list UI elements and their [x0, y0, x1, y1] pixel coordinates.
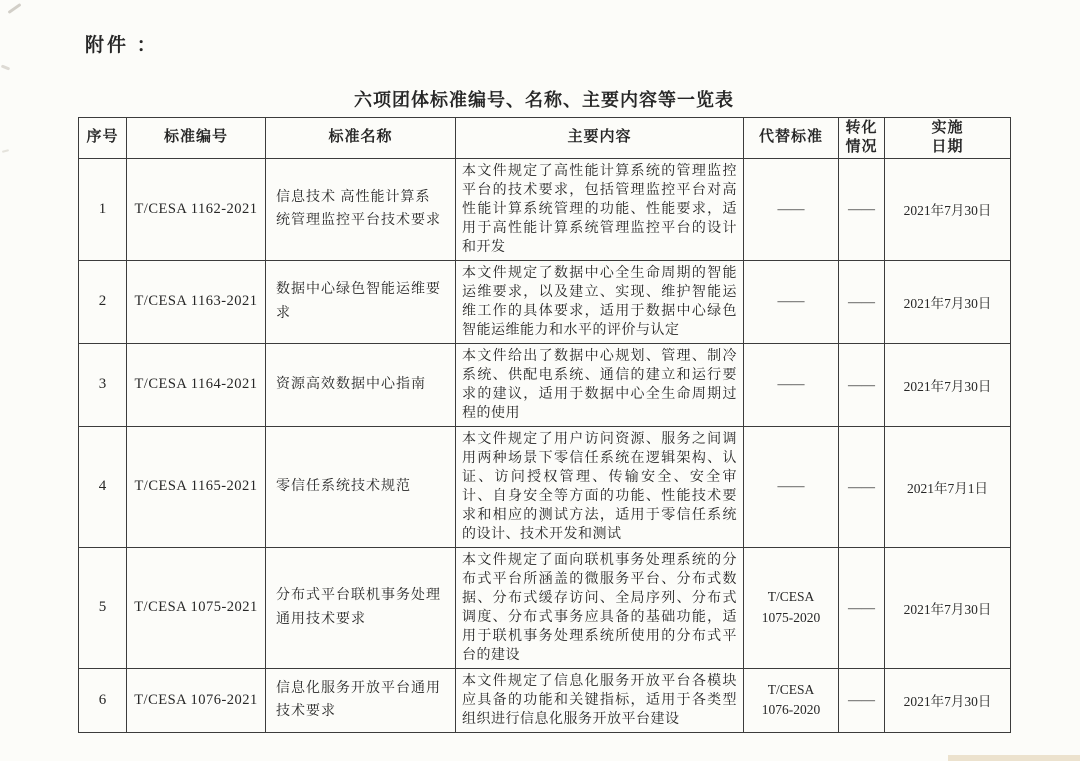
cell-no: 2: [79, 260, 127, 343]
col-header-no: 序号: [79, 118, 127, 159]
col-header-standard-name: 标准名称: [266, 118, 456, 159]
col-header-conversion-status: 转化 情况: [839, 118, 885, 159]
col-header-standard-code: 标准编号: [127, 118, 266, 159]
cell-standard-name: 数据中心绿色智能运维要求: [266, 260, 456, 343]
scan-edge-strip: [948, 755, 1080, 761]
cell-implementation-date: 2021年7月30日: [885, 260, 1011, 343]
cell-no: 4: [79, 426, 127, 547]
cell-standard-name: 信息技术 高性能计算系统管理监控平台技术要求: [266, 158, 456, 260]
scan-artifact-mark: [7, 3, 21, 14]
standards-table: [78, 117, 1011, 733]
cell-conversion-status: ——: [839, 668, 885, 732]
table-row: [79, 668, 1011, 732]
cell-conversion-status: ——: [839, 426, 885, 547]
table-row: [79, 343, 1011, 426]
cell-standard-code: T/CESA 1165-2021: [127, 426, 266, 547]
cell-main-content: 本文件规定了高性能计算系统的管理监控平台的技术要求，包括管理监控平台对高性能计算系统管理的功能、性能要求，适用于高性能计算系统管理监控平台的设计和开发: [456, 158, 744, 260]
cell-standard-name: 资源高效数据中心指南: [266, 343, 456, 426]
cell-main-content: 本文件规定了数据中心全生命周期的智能运维要求，以及建立、实现、维护智能运维工作的具体要求，适用于数据中心绿色智能运维能力和水平的评价与认定: [456, 260, 744, 343]
cell-implementation-date: 2021年7月30日: [885, 668, 1011, 732]
scan-artifact-mark: [2, 149, 9, 153]
cell-no: 1: [79, 158, 127, 260]
cell-no: 3: [79, 343, 127, 426]
cell-standard-code: T/CESA 1162-2021: [127, 158, 266, 260]
header-row: [79, 118, 1011, 159]
cell-standard-code: T/CESA 1076-2021: [127, 668, 266, 732]
cell-replaced-standard: ——: [744, 343, 839, 426]
cell-standard-code: T/CESA 1163-2021: [127, 260, 266, 343]
cell-replaced-standard: ——: [744, 426, 839, 547]
cell-main-content: 本文件规定了用户访问资源、服务之间调用两种场景下零信任系统在逻辑架构、认证、访问授权管理、传输安全、安全审计、自身安全等方面的功能、性能技术要求和相应的测试方法，适用于零信任系统的设计、技术开发和测试: [456, 426, 744, 547]
cell-standard-name: 分布式平台联机事务处理通用技术要求: [266, 547, 456, 668]
col-header-main-content: 主要内容: [456, 118, 744, 159]
cell-no: 5: [79, 547, 127, 668]
cell-main-content: 本文件给出了数据中心规划、管理、制冷系统、供配电系统、通信的建立和运行要求的建议，适用于数据中心全生命周期过程的使用: [456, 343, 744, 426]
scan-artifact-mark: [1, 64, 10, 70]
col-header-replaced-standard: 代替标准: [744, 118, 839, 159]
attachment-label: 附件 ：: [85, 35, 159, 56]
cell-conversion-status: ——: [839, 343, 885, 426]
table-row: [79, 547, 1011, 668]
cell-implementation-date: 2021年7月1日: [885, 426, 1011, 547]
cell-conversion-status: ——: [839, 158, 885, 260]
cell-replaced-standard: ——: [744, 260, 839, 343]
table-row: [79, 426, 1011, 547]
cell-replaced-standard: ——: [744, 158, 839, 260]
cell-replaced-standard: T/CESA 1076-2020: [744, 668, 839, 732]
cell-standard-name: 零信任系统技术规范: [266, 426, 456, 547]
cell-conversion-status: ——: [839, 260, 885, 343]
cell-main-content: 本文件规定了信息化服务开放平台各模块应具备的功能和关键指标，适用于各类型组织进行信息化服务开放平台建设: [456, 668, 744, 732]
col-header-implementation-date: 实施 日期: [885, 118, 1011, 159]
cell-replaced-standard: T/CESA 1075-2020: [744, 547, 839, 668]
cell-no: 6: [79, 668, 127, 732]
cell-main-content: 本文件规定了面向联机事务处理系统的分布式平台所涵盖的微服务平台、分布式数据、分布式缓存访问、全局序列、分布式调度、分布式事务应具备的基础功能，适用于联机事务处理系统所使用的分布式平台的建设: [456, 547, 744, 668]
cell-standard-name: 信息化服务开放平台通用技术要求: [266, 668, 456, 732]
cell-implementation-date: 2021年7月30日: [885, 158, 1011, 260]
cell-implementation-date: 2021年7月30日: [885, 343, 1011, 426]
table-row: [79, 260, 1011, 343]
cell-standard-code: T/CESA 1075-2021: [127, 547, 266, 668]
cell-implementation-date: 2021年7月30日: [885, 547, 1011, 668]
table-row: [79, 158, 1011, 260]
page-title: 六项团体标准编号、名称、主要内容等一览表: [354, 90, 734, 110]
cell-conversion-status: ——: [839, 547, 885, 668]
cell-standard-code: T/CESA 1164-2021: [127, 343, 266, 426]
